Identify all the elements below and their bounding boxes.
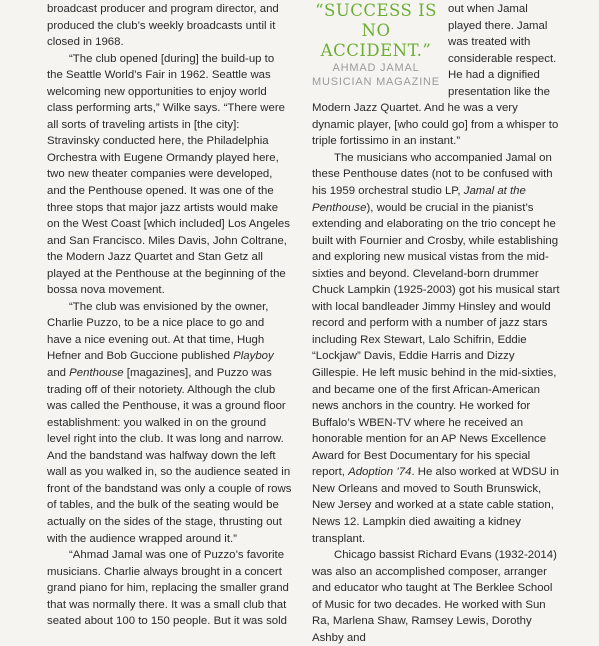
- paragraph-jamal-favorite: “Ahmad Jamal was one of Puzzo’s favorite musicians. Charlie always brought in a concert grand piano for him, replacing the smaller grand that was normally there. It was a small club that seated about 100 to 150 people. But it was sold: [47, 549, 289, 628]
- paragraph-club-opened: “The club opened [during] the build-up to the Seattle World’s Fair in 1962. Seattle was welcoming new opportunities to enjoy world class performing arts,” Wilke says. “There were all sorts of traveling artists in [the city]: Stravinsky conducted here, the Philadelphia Orchestra with Eugene Ormandy played here, two new theater companies were developed, and the Penthouse opened. It was one of the three stops that major jazz artists would make on the West Coast [which included] Los Angeles and San Francisco. Miles Davis, John Coltrane, the Modern Jazz Quartet and Stan Getz all played at the Penthouse at the beginning of the bossa nova movement.: [47, 52, 290, 297]
- paragraph-club-envisioned-and: and: [47, 367, 70, 380]
- paragraph-musicians-accompanied: [312, 150, 562, 547]
- paragraph-musicians-text-a: The musicians who accompanied Jamal on these Penthouse dates (not to be confused with his 1959 orchestral studio LP,: [312, 151, 553, 198]
- magazine-title-playboy: Playboy: [233, 350, 274, 363]
- paragraph-club-envisioned-text-a: “The club was envisioned by the owner, Charlie Puzzo, to be a nice place to go and have a nice evening out. At that time, Hugh Hefner and Bob Guccione published: [47, 300, 269, 363]
- report-title-adoption-74: Adoption ’74: [348, 466, 412, 479]
- paragraph-richard-evans: Chicago bassist Richard Evans (1932-2014) was also an accomplished composer, arranger and educator who taught at The Berklee School of Music for two decades. He worked with Sun Ra, Marlena Shaw, Ramsey Lewis, Dorothy Ashby and: [312, 549, 557, 644]
- paragraph-musicians-text-b: ), would be crucial in the pianist’s extending and elaborating on the trio concept he built with Fournier and Crosby, while establishing and exploring new musical vistas from the mid-sixties and beyond. Cleveland-born drummer Chuck Lampkin (1925-2003) got his musical start with local bandleader Jimmy Hinsley and would record and perform with a number of jazz stars including Rex Stewart, Lalo Schifrin, Eddie “Lockjaw” Davis, Eddie Harris and Dizzy Gillespie. He left music behind in the mid-sixties, and became one of the first African-American news anchors in the country. He worked for Buffalo’s WBEN-TV where he received an honorable mention for an AP News Excellence Award for Best Documentary for his special report,: [312, 201, 560, 479]
- pull-quote: [312, 1, 440, 89]
- paragraph-broadcast-producer: broadcast producer and program director, and produced the club’s weekly broadcasts until it closed in 1968.: [47, 3, 279, 49]
- album-title-jamal-at-the-penthouse: Jamal at the Penthouse: [312, 185, 526, 214]
- paragraph-club-envisioned: [47, 299, 292, 547]
- pull-quote-line-2: ACCIDENT.”: [320, 41, 432, 60]
- pull-quote-attribution-source: MUSICIAN MAGAZINE: [312, 76, 440, 88]
- pull-quote-attribution-name: AHMAD JAMAL: [332, 62, 420, 74]
- paragraph-musicians-text-c: . He also worked at WDSU in New Orleans and moved to South Brunswick, New Jersey and worked at a state cable station, News 12. Lampkin died awaiting a kidney transplant.: [312, 466, 559, 545]
- pull-quote-line-1: “SUCCESS IS NO: [315, 1, 437, 40]
- magazine-title-penthouse: Penthouse: [69, 367, 124, 380]
- paragraph-club-envisioned-text-b: [magazines], and Puzzo was trading off of their notoriety. Although the club was called the Penthouse, it was a ground floor establishment: you walked in on the ground level right into the club. It was long and narrow. And the bandstand was halfway down the left wall as you walked in, so the audience seated in front of the bandstand was only a couple of rows of tables, and the bulk of the seating would be actually on the sides of the stage, thrusting out with the audience wrapped around it.”: [47, 367, 292, 545]
- left-text-column: [47, 1, 292, 630]
- right-text-column: [312, 1, 562, 646]
- paragraph-sold-out: out when Jamal played there. Jamal was treated with considerable respect. He had a dignified presentation like the Modern Jazz Quartet. And he was a very dynamic player, [who could go] from a whisper to triple fortissimo in an instant.”: [312, 3, 559, 148]
